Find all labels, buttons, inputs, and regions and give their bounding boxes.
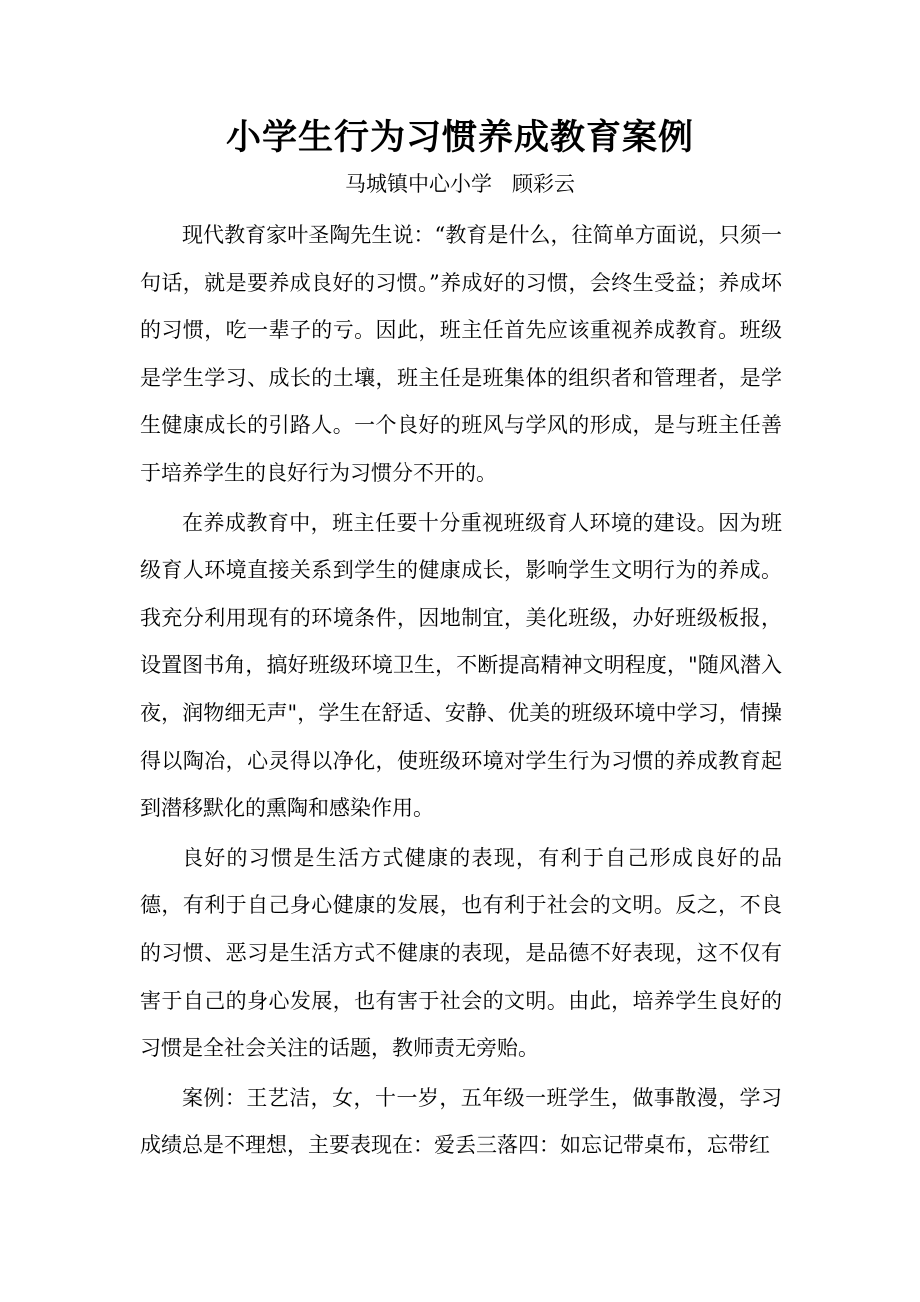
paragraph-2: 在养成教育中，班主任要十分重视班级育人环境的建设。因为班级育人环境直接关系到学生的健康成长，影响学生文明行为的养成。我充分利用现有的环境条件，因地制宜，美化班级，办好班级板报，设置图书角，搞好班级环境卫生，不断提高精神文明程度，"随风潜入夜，润物细无声"，学生在舒适、安静、优美的班级环境中学习，情操得以陶冶，心灵得以净化，使班级环境对学生行为习惯的养成教育起到潜移默化的熏陶和感染作用。 bbox=[140, 510, 782, 821]
document-title: 小学生行为习惯养成教育案例 bbox=[225, 118, 694, 158]
paragraph-1: 现代教育家叶圣陶先生说：“教育是什么，往简单方面说，只须一句话，就是要养成良好的习惯。”养成好的习惯，会终生受益；养成坏的习惯，吃一辈子的亏。因此，班主任首先应该重视养成教育。班级是学生学习、成长的土壤，班主任是班集体的组织者和管理者，是学生健康成长的引路人。一个良好的班风与学风的形成，是与班主任善于培养学生的良好行为习惯分不开的。 bbox=[140, 223, 782, 485]
document-author: 马城镇中心小学 顾彩云 bbox=[344, 172, 576, 196]
paragraph-4: 案例：王艺洁，女，十一岁，五年级一班学生，做事散漫，学习成绩总是不理想，主要表现在：爱丢三落四：如忘记带桌布，忘带红 bbox=[140, 1085, 782, 1158]
paragraph-3: 良好的习惯是生活方式健康的表现，有利于自己形成良好的品德，有利于自己身心健康的发展，也有利于社会的文明。反之，不良的习惯、恶习是生活方式不健康的表现，是品德不好表现，这不仅有害于自己的身心发展，也有害于社会的文明。由此，培养学生良好的习惯是全社会关注的话题，教师责无旁贻。 bbox=[140, 845, 782, 1061]
document-body bbox=[140, 212, 782, 1172]
